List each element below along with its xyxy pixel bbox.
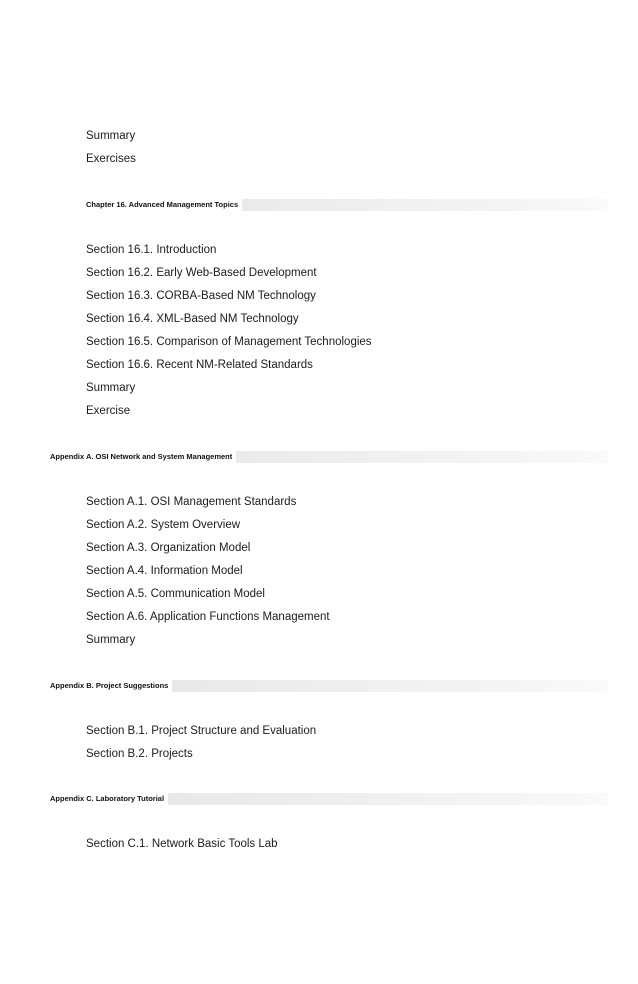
toc-entry-16-1[interactable]: Section 16.1. Introduction [86,244,217,256]
toc-entry-a-6[interactable]: Section A.6. Application Functions Management [86,611,330,623]
toc-entry-16-3[interactable]: Section 16.3. CORBA-Based NM Technology [86,290,316,302]
toc-entry-a-1[interactable]: Section A.1. OSI Management Standards [86,496,297,508]
appendix-a-heading[interactable]: Appendix A. OSI Network and System Management [50,451,236,463]
toc-entry-16-summary[interactable]: Summary [86,382,136,394]
toc-entry-16-5[interactable]: Section 16.5. Comparison of Management Technologies [86,336,372,348]
toc-entry-16-4[interactable]: Section 16.4. XML-Based NM Technology [86,313,299,325]
appendix-b-heading[interactable]: Appendix B. Project Suggestions [50,680,172,692]
chapter-16-heading[interactable]: Chapter 16. Advanced Management Topics [86,199,242,211]
toc-entry-a-2[interactable]: Section A.2. System Overview [86,519,241,531]
appendix-c-heading[interactable]: Appendix C. Laboratory Tutorial [50,793,168,805]
toc-entry-summary[interactable]: Summary [86,130,136,142]
toc-entry-a-summary[interactable]: Summary [86,634,136,646]
toc-entry-exercises[interactable]: Exercises [86,153,136,165]
toc-entry-a-3[interactable]: Section A.3. Organization Model [86,542,251,554]
toc-entry-c-1[interactable]: Section C.1. Network Basic Tools Lab [86,838,278,850]
toc-entry-b-2[interactable]: Section B.2. Projects [86,748,193,760]
toc-entry-16-2[interactable]: Section 16.2. Early Web-Based Development [86,267,317,279]
toc-entry-a-4[interactable]: Section A.4. Information Model [86,565,243,577]
toc-entry-16-exercise[interactable]: Exercise [86,405,131,417]
toc-entry-a-5[interactable]: Section A.5. Communication Model [86,588,265,600]
toc-entry-b-1[interactable]: Section B.1. Project Structure and Evaluation [86,725,317,737]
toc-entry-16-6[interactable]: Section 16.6. Recent NM-Related Standards [86,359,313,371]
